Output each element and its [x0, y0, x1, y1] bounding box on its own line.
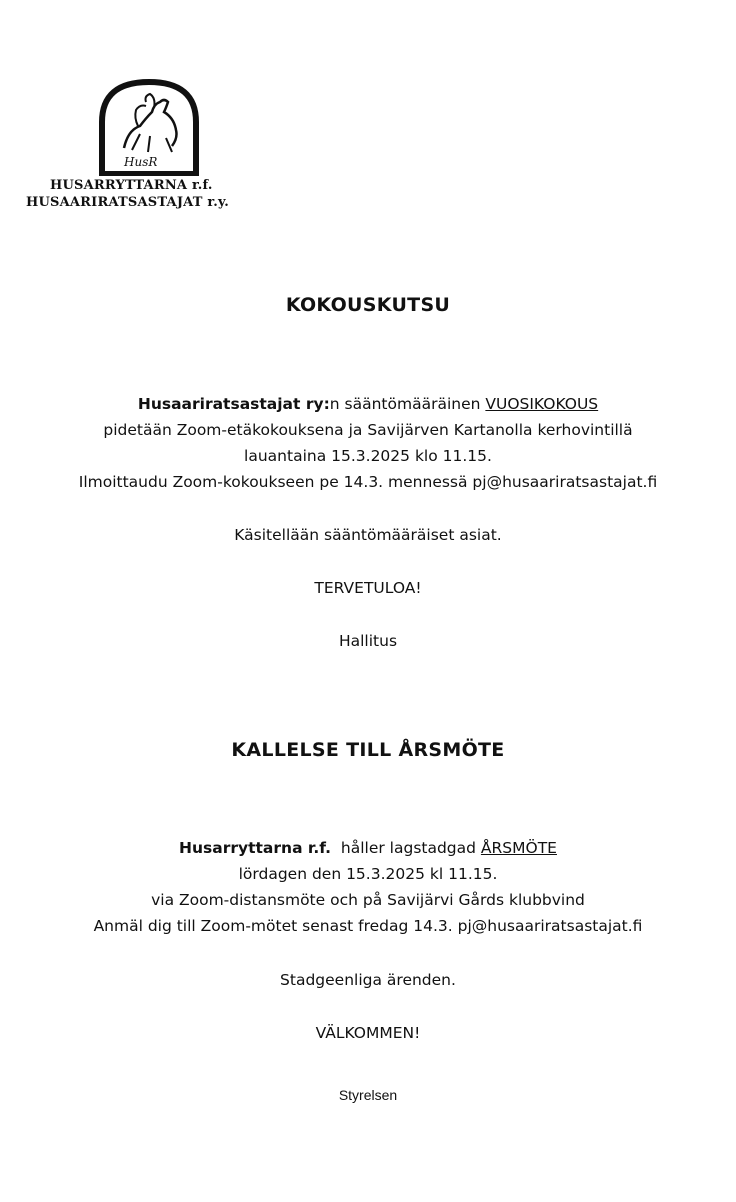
finnish-meeting-word: VUOSIKOKOUS — [485, 395, 599, 413]
finnish-line-2: pidetään Zoom-etäkokouksena ja Savijärven Kartanolla kerhovintillä — [103, 421, 633, 439]
logo-line-1: HUSARRYTTARNA r.f. — [50, 178, 213, 193]
finnish-line-1-text: n sääntömääräinen — [329, 395, 486, 413]
organization-logo — [24, 78, 264, 218]
swedish-line-1 — [0, 838, 736, 858]
finnish-line-3: lauantaina 15.3.2025 klo 11.15. — [244, 447, 492, 465]
swedish-meeting-word: ÅRSMÖTE — [480, 839, 557, 857]
finnish-line-1 — [0, 394, 736, 414]
logo-emblem-text: HusR — [124, 155, 158, 169]
swedish-line-1-text: håller lagstadgad — [331, 839, 481, 857]
swedish-line-4: Anmäl dig till Zoom-mötet senast fredag 14.3. pj@husaariratsastajat.fi — [93, 917, 643, 935]
swedish-line-3: via Zoom-distansmöte och på Savijärvi Gårds klubbvind — [151, 891, 585, 909]
finnish-line-4: Ilmoittaudu Zoom-kokoukseen pe 14.3. mennessä pj@husaariratsastajat.fi — [78, 473, 658, 491]
swedish-heading: KALLELSE TILL ÅRSMÖTE — [231, 739, 505, 761]
horse-rider-arch-logo-icon — [94, 78, 204, 176]
swedish-line-5: Stadgeenliga ärenden. — [280, 971, 456, 989]
finnish-org-name: Husaariratsastajat ry: — [137, 395, 330, 413]
logo-line-2: HUSAARIRATSASTAJAT r.y. — [26, 195, 229, 210]
swedish-org-name: Husarryttarna r.f. — [179, 839, 332, 857]
finnish-heading: KOKOUSKUTSU — [285, 294, 451, 316]
swedish-welcome: VÄLKOMMEN! — [315, 1024, 421, 1042]
finnish-signature: Hallitus — [338, 632, 398, 650]
swedish-line-2: lördagen den 15.3.2025 kl 11.15. — [238, 865, 498, 883]
finnish-welcome: TERVETULOA! — [314, 579, 422, 597]
finnish-line-5: Käsitellään sääntömääräiset asiat. — [234, 526, 502, 544]
swedish-signature: Styrelsen — [338, 1087, 398, 1103]
